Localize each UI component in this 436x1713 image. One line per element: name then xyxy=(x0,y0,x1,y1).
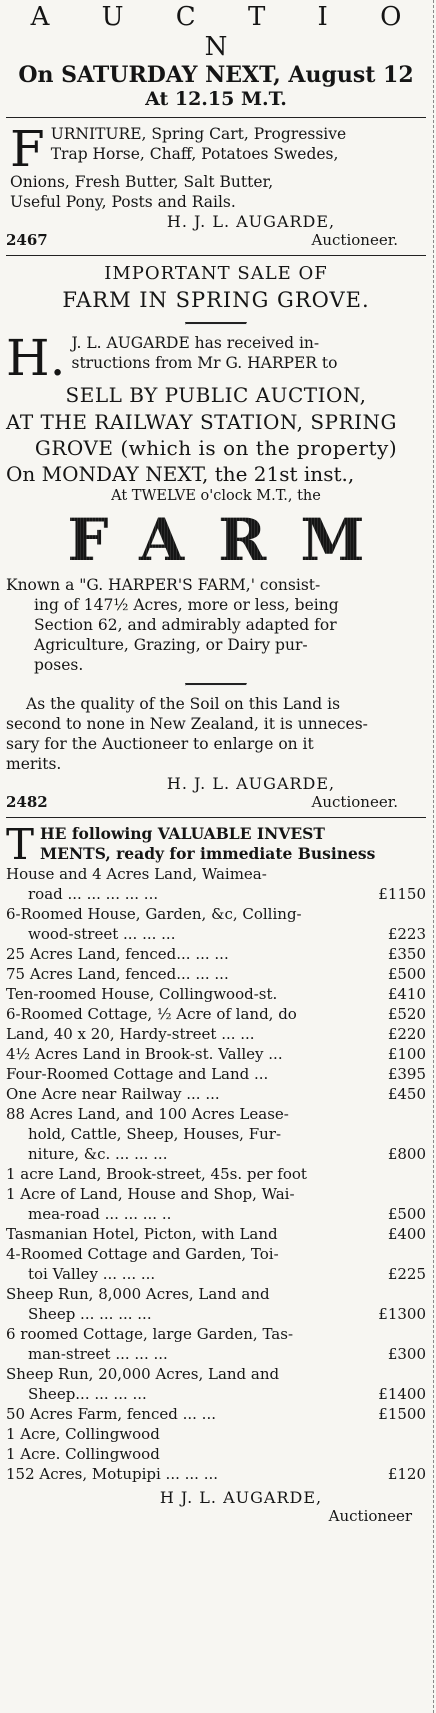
station-line: AT THE RAILWAY STATION, SPRING xyxy=(6,410,397,434)
listing-line xyxy=(6,1124,426,1144)
intro-paragraph xyxy=(6,329,426,387)
listing-description: 6 roomed Cottage, large Garden, Tas- xyxy=(6,1325,294,1343)
listing-item xyxy=(6,1424,426,1444)
headline-important-sale: IMPORTANT SALE OF xyxy=(104,263,328,284)
listing-price: £500 xyxy=(387,1205,426,1223)
listing-item xyxy=(6,1464,426,1484)
column-rule xyxy=(433,0,434,1713)
listing-description: One Acre near Railway ... ... xyxy=(6,1085,220,1103)
listing-price: £220 xyxy=(387,1025,426,1043)
signature: H J. L. AUGARDE, xyxy=(159,1488,323,1507)
listing-price: £350 xyxy=(387,945,426,963)
time-line: At TWELVE o'clock M.T., the xyxy=(111,488,321,504)
listing-price: £1300 xyxy=(378,1305,426,1323)
listing-description: 6-Roomed House, Garden, &c, Colling- xyxy=(6,905,302,923)
auction-time-line: At 12.15 M.T. xyxy=(145,88,287,110)
listing-description: 152 Acres, Motupipi ... ... ... xyxy=(6,1465,219,1483)
listing-item xyxy=(6,1284,426,1324)
listing-item xyxy=(6,1044,426,1064)
station-line: GROVE (which is on the property) xyxy=(34,436,398,460)
listing-line xyxy=(6,1004,426,1024)
listing-price: £300 xyxy=(387,1345,426,1363)
dropcap: F xyxy=(10,120,45,178)
listing-item xyxy=(6,1024,426,1044)
short-divider xyxy=(185,683,247,686)
dropcap: H. xyxy=(6,329,66,387)
listing-price: £1400 xyxy=(378,1385,426,1403)
listing-line xyxy=(6,1324,426,1344)
listing-price: £395 xyxy=(387,1065,426,1083)
listing-line xyxy=(6,1024,426,1044)
listing-line xyxy=(6,1144,426,1164)
listing-line xyxy=(6,1064,426,1084)
listing-price: £225 xyxy=(387,1265,426,1283)
listing-price: £410 xyxy=(387,985,426,1003)
listing-line xyxy=(6,1224,426,1244)
listing-line xyxy=(6,1304,426,1324)
listing-price: £100 xyxy=(387,1045,426,1063)
listing-description: Tasmanian Hotel, Picton, with Land xyxy=(6,1225,278,1243)
listing-item xyxy=(6,1164,426,1184)
listing-item xyxy=(6,944,426,964)
text-line: Section 62, and admirably adapted for xyxy=(34,616,337,634)
auction-title: A U C T I O N xyxy=(30,2,424,62)
body-line: URNITURE, Spring Cart, Progressive xyxy=(50,125,347,143)
listing-description: Sheep Run, 8,000 Acres, Land and xyxy=(6,1285,270,1303)
listing-line xyxy=(6,1164,426,1184)
body-line: Useful Pony, Posts and Rails. xyxy=(10,193,236,211)
listing-line xyxy=(6,1384,426,1404)
listing-price: £800 xyxy=(387,1145,426,1163)
dropcap: T xyxy=(6,820,35,869)
listing-line xyxy=(6,1424,426,1444)
listing-line xyxy=(6,924,426,944)
divider xyxy=(6,117,426,118)
listing-description: House and 4 Acres Land, Waimea- xyxy=(6,865,267,883)
text-line: sary for the Auctioneer to enlarge on it xyxy=(6,735,314,753)
listing-description: 1 Acre of Land, House and Shop, Wai- xyxy=(6,1185,295,1203)
listing-line xyxy=(6,1104,426,1124)
text-line: poses. xyxy=(34,656,84,674)
listing-line xyxy=(6,1184,426,1204)
listing-description: mea-road ... ... ... .. xyxy=(28,1205,172,1223)
listing-line xyxy=(6,1404,426,1424)
listing-line xyxy=(6,1284,426,1304)
listing-description: Sheep ... ... ... ... xyxy=(28,1305,152,1323)
listing-description: Four-Roomed Cottage and Land ... xyxy=(6,1065,269,1083)
listing-description: 4½ Acres Land in Brook-st. Valley ... xyxy=(6,1045,283,1063)
listing-item xyxy=(6,964,426,984)
ad-reference-number: 2467 xyxy=(6,231,48,249)
listing-description: 4-Roomed Cottage and Garden, Toi- xyxy=(6,1245,279,1263)
known-as-paragraph xyxy=(6,575,426,675)
ref-row xyxy=(6,231,426,249)
header-line: HE following VALUABLE INVEST xyxy=(40,824,325,843)
listing-line xyxy=(6,1444,426,1464)
farm-display-word: FARM xyxy=(6,509,426,571)
listing-description: wood-street ... ... ... xyxy=(28,925,176,943)
intro-line: structions from Mr G. HARPER to xyxy=(71,354,338,372)
signature: H. J. L. AUGARDE, xyxy=(166,774,336,793)
listing-line xyxy=(6,1364,426,1384)
listing-price: £1150 xyxy=(378,885,426,903)
body-line: Onions, Fresh Butter, Salt Butter, xyxy=(10,173,274,191)
text-line: ing of 147½ Acres, more or less, being xyxy=(34,596,339,614)
listing-line xyxy=(6,1464,426,1484)
signature: H. J. L. AUGARDE, xyxy=(166,212,336,231)
listing-item xyxy=(6,1104,426,1164)
investments-ad xyxy=(6,820,426,1525)
ref-row xyxy=(6,793,426,811)
listing-price: £120 xyxy=(387,1465,426,1483)
text-line: Agriculture, Grazing, or Dairy pur- xyxy=(34,636,308,654)
listing-price: £520 xyxy=(387,1005,426,1023)
listing-item xyxy=(6,1444,426,1464)
listing-line xyxy=(6,1264,426,1284)
listing-line xyxy=(6,984,426,1004)
ad-reference-number: 2482 xyxy=(6,793,48,811)
listing-price: £223 xyxy=(387,925,426,943)
auctioneer-title: Auctioneer xyxy=(328,1507,412,1525)
listing-description: 1 acre Land, Brook-street, 45s. per foot xyxy=(6,1165,307,1183)
auction-ad-furniture xyxy=(6,2,426,249)
listing-item xyxy=(6,1084,426,1104)
headline-farm: FARM IN SPRING GROVE. xyxy=(62,288,370,312)
listing-description: 1 Acre. Collingwood xyxy=(6,1445,160,1463)
listing-line xyxy=(6,944,426,964)
listing-item xyxy=(6,904,426,944)
short-divider xyxy=(185,322,247,325)
listing-description: hold, Cattle, Sheep, Houses, Fur- xyxy=(28,1125,282,1143)
listing-item xyxy=(6,1004,426,1024)
listing-price: £400 xyxy=(387,1225,426,1243)
listing-item xyxy=(6,1244,426,1284)
farm-sale-ad xyxy=(6,262,426,811)
listing-description: 50 Acres Farm, fenced ... ... xyxy=(6,1405,216,1423)
listing-line xyxy=(6,1344,426,1364)
listing-line xyxy=(6,904,426,924)
furniture-list xyxy=(6,120,426,212)
text-line: merits. xyxy=(6,755,62,773)
listing-description: 88 Acres Land, and 100 Acres Lease- xyxy=(6,1105,289,1123)
listing-item xyxy=(6,1224,426,1244)
quality-paragraph xyxy=(6,694,426,774)
listing-line xyxy=(6,864,426,884)
text-line: second to none in New Zealand, it is unneces- xyxy=(6,715,368,733)
monday-line: On MONDAY NEXT, the 21st inst., xyxy=(6,462,355,486)
listing-price: £450 xyxy=(387,1085,426,1103)
listing-description: Sheep Run, 20,000 Acres, Land and xyxy=(6,1365,280,1383)
listing-price: £1500 xyxy=(378,1405,426,1423)
listing-description: Land, 40 x 20, Hardy-street ... ... xyxy=(6,1025,255,1043)
listing-item xyxy=(6,1184,426,1224)
listing-description: Sheep... ... ... ... xyxy=(28,1385,147,1403)
text-line: Known a "G. HARPER'S FARM,' consist- xyxy=(6,576,321,594)
listing-description: road ... ... ... ... ... xyxy=(28,885,159,903)
listing-description: toi Valley ... ... ... xyxy=(28,1265,156,1283)
listing-item xyxy=(6,864,426,904)
listing-line xyxy=(6,1244,426,1264)
listing-description: 6-Roomed Cottage, ½ Acre of land, do xyxy=(6,1005,297,1023)
listing-line xyxy=(6,1044,426,1064)
body-line: Trap Horse, Chaff, Potatoes Swedes, xyxy=(50,145,339,163)
divider xyxy=(6,817,426,818)
listing-line xyxy=(6,884,426,904)
listing-description: 75 Acres Land, fenced... ... ... xyxy=(6,965,229,983)
listing-price: £500 xyxy=(387,965,426,983)
listing-description: man-street ... ... ... xyxy=(28,1345,168,1363)
intro-line: J. L. AUGARDE has received in- xyxy=(71,334,320,352)
listing-item xyxy=(6,984,426,1004)
text-line: As the quality of the Soil on this Land is xyxy=(26,695,341,713)
listing-item xyxy=(6,1364,426,1404)
listing-description: Ten-roomed House, Collingwood-st. xyxy=(6,985,278,1003)
auction-date-line: On SATURDAY NEXT, August 12 xyxy=(18,62,414,88)
investment-listing xyxy=(6,864,426,1484)
listing-item xyxy=(6,1324,426,1364)
auctioneer-title: Auctioneer. xyxy=(311,231,398,249)
investments-header xyxy=(6,820,426,869)
listing-line xyxy=(6,1084,426,1104)
listing-description: niture, &c. ... ... ... xyxy=(28,1145,168,1163)
listing-line xyxy=(6,1204,426,1224)
sell-line: SELL BY PUBLIC AUCTION, xyxy=(65,383,367,407)
header-line: MENTS, ready for immediate Business xyxy=(40,844,376,863)
divider xyxy=(6,255,426,256)
listing-item xyxy=(6,1064,426,1084)
auctioneer-title: Auctioneer. xyxy=(311,793,398,811)
listing-line xyxy=(6,964,426,984)
listing-description: 1 Acre, Collingwood xyxy=(6,1425,160,1443)
listing-description: 25 Acres Land, fenced... ... ... xyxy=(6,945,229,963)
listing-item xyxy=(6,1404,426,1424)
